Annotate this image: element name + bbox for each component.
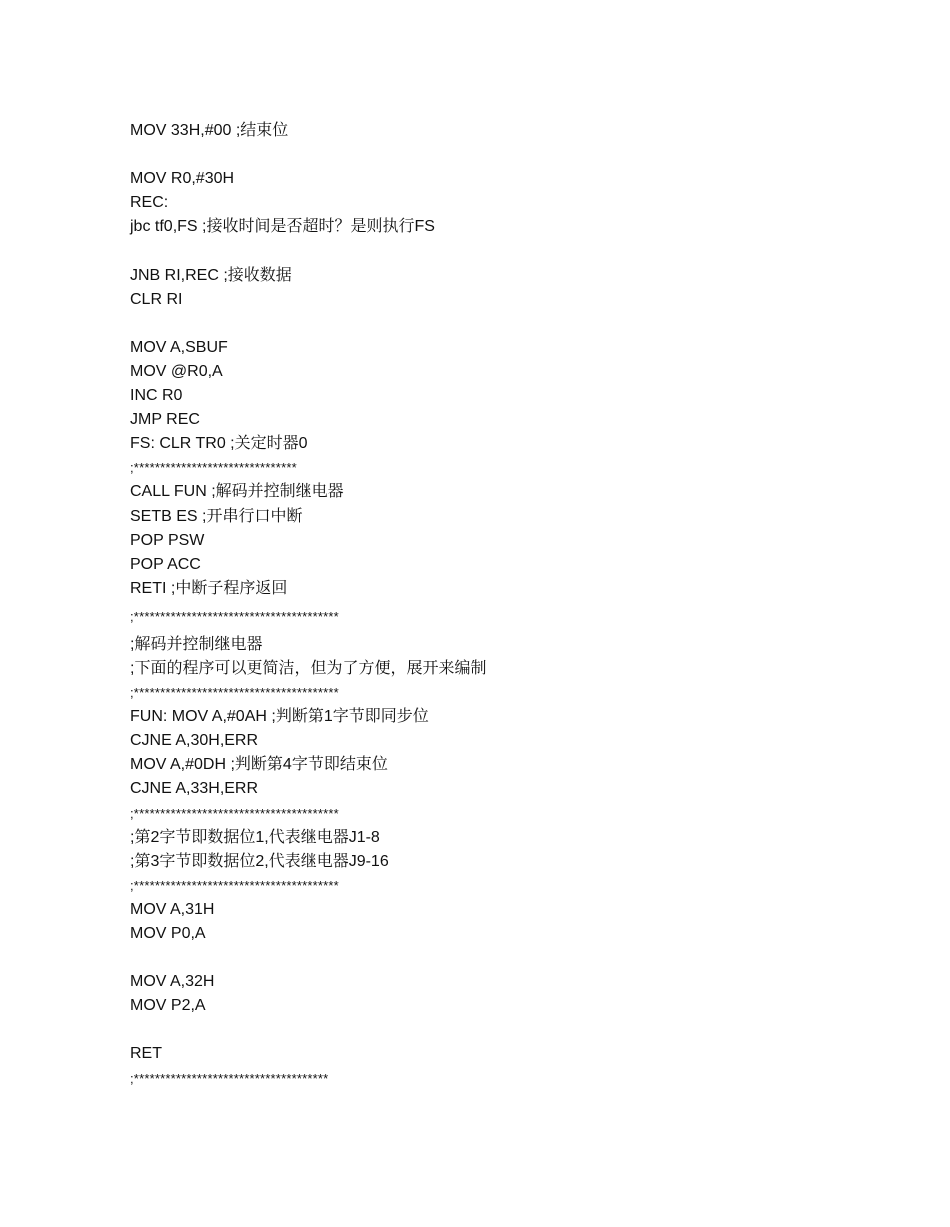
code-line: CLR RI	[130, 290, 183, 308]
code-line: JNB RI,REC ;接收数据	[130, 266, 292, 284]
code-line: JMP REC	[130, 411, 200, 429]
code-line: INC R0	[130, 387, 183, 405]
code-line: CJNE A,30H,ERR	[130, 732, 259, 750]
code-line: FS: CLR TR0 ;关定时器0	[130, 435, 308, 453]
code-line: CJNE A,33H,ERR	[130, 780, 259, 798]
code-line: RET	[130, 1045, 162, 1063]
code-line: CALL FUN ;解码并控制继电器	[130, 483, 344, 501]
code-line: SETB ES ;开串行口中断	[130, 507, 303, 525]
blank-line	[130, 143, 890, 167]
separator-comment: ;*************************************	[130, 1070, 329, 1086]
separator-comment: ;***************************************	[130, 877, 339, 893]
comment-line: ;第3字节即数据位2,代表继电器J9-16	[130, 852, 389, 870]
code-label: REC:	[130, 194, 169, 212]
comment-line: ;下面的程序可以更简洁，但为了方便，展开来编制	[130, 659, 487, 677]
assembly-code-listing	[130, 119, 890, 1091]
code-line: jbc tf0,FS ;接收时间是否超时？是则执行FS	[130, 218, 435, 236]
comment-line: ;第2字节即数据位1,代表继电器J1-8	[130, 828, 380, 846]
code-line: MOV R0,#30H	[130, 170, 235, 188]
separator-comment: ;***************************************	[130, 685, 339, 701]
code-line: MOV @R0,A	[130, 362, 223, 380]
separator-comment: ;***************************************	[130, 608, 339, 624]
code-line: MOV 33H,#00 ;结束位	[130, 122, 289, 139]
code-line: MOV P0,A	[130, 925, 206, 942]
code-line: POP PSW	[130, 531, 205, 549]
code-line: RETI ;中断子程序返回	[130, 579, 288, 597]
code-line: MOV A,#0DH ;判断第4字节即结束位	[130, 756, 388, 774]
comment-line: ;解码并控制继电器	[130, 635, 263, 653]
separator-comment: ;*******************************	[130, 460, 297, 476]
blank-line	[130, 1018, 890, 1042]
code-line: MOV P2,A	[130, 997, 206, 1015]
blank-line	[130, 946, 890, 970]
separator-comment: ;***************************************	[130, 805, 339, 821]
code-line: POP ACC	[130, 555, 201, 573]
blank-line	[130, 239, 890, 263]
code-line: MOV A,32H	[130, 973, 215, 991]
code-line: MOV A,SBUF	[130, 338, 228, 356]
blank-line	[130, 312, 890, 336]
code-line: MOV A,31H	[130, 900, 215, 918]
code-line: FUN: MOV A,#0AH ;判断第1字节即同步位	[130, 708, 429, 726]
